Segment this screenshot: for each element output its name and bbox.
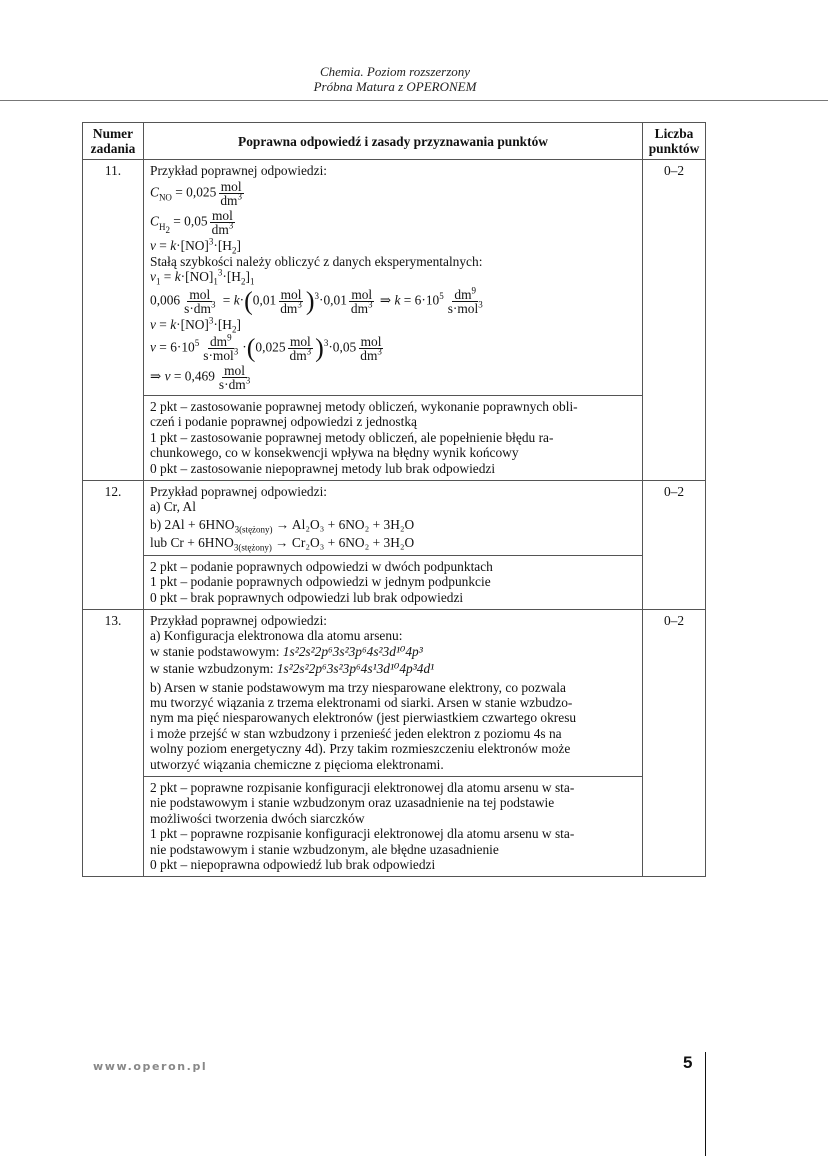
task-row-12 <box>83 481 706 610</box>
criteria-line: 2 pkt – poprawne rozpisanie konfiguracji elektronowej dla atomu arsenu w sta- <box>150 779 575 795</box>
answer-b-line: wolny poziom energetyczny 4d). Przy takim rozmieszczeniu elektronów może <box>150 741 571 757</box>
criteria-line: 2 pkt – podanie poprawnych odpowiedzi w dwóch podpunktach <box>150 558 493 574</box>
answer-b <box>150 680 636 772</box>
equation-rate-law: $v = k\cdot[NO]^3\cdot[H_2]$ <box>150 236 241 257</box>
solution-intro: Przykład poprawnej odpowiedzi: <box>150 163 328 178</box>
scoring-criteria <box>144 395 642 480</box>
equation-k-calc: 0,006 $\frac{\text{mol}}{s\cdot dm^3}$ = k·(0,01 $\frac{\text{mol}}{dm^3}$ )$^3$·0,01 $\frac{\text{mol}}{dm^3}$ ⇒ $k = 6\cdot 10^5$ $\frac{dm^9}{s\cdot mol^3}$ <box>150 285 483 316</box>
criteria-line: 1 pkt – zastosowanie poprawnej metody obliczeń, ale popełnienie błędu ra- <box>150 429 554 445</box>
criteria-line: chunkowego, co w konsekwencji wpływa na błędny wynik końcowy <box>150 445 519 461</box>
example-solution <box>144 160 642 395</box>
task-points: 0–2 <box>643 160 706 481</box>
header-title: Chemia. Poziom rozszerzony <box>319 64 471 79</box>
answer-b-line: utworzyć wiązania chemiczne z pięcioma elektronami. <box>150 756 444 772</box>
task-row-11 <box>83 160 706 481</box>
criteria-line: 0 pkt – brak poprawnych odpowiedzi lub brak odpowiedzi <box>150 589 464 605</box>
page-header <box>0 64 790 94</box>
header-answer: Poprawna odpowiedź i zasady przyznawania punktów <box>144 123 643 160</box>
header-subtitle: Próbna Matura z OPERONEM <box>313 79 477 94</box>
task-points: 0–2 <box>643 481 706 610</box>
scoring-criteria <box>144 555 642 609</box>
reaction-cr: lub $Cr + 6HNO_{3(stężony)} \to Cr_2O_3 + 6NO_2 + 3H_2O$ <box>150 535 415 553</box>
page-number: 5 <box>683 1053 693 1072</box>
criteria-line: nie podstawowym i stanie wzbudzonym oraz uzasadnienie na tej podstawie <box>150 795 555 811</box>
ground-state-config: w stanie podstawowym: 1s²2s²2p⁶3s²3p⁶4s²3d¹⁰4p³ <box>150 643 423 659</box>
answer-b-line: nym ma pięć niesparowanych elektronów (jest pierwiastkiem czwartego okresu <box>150 710 577 726</box>
task-answer <box>144 481 643 610</box>
answer-key-table <box>82 122 706 877</box>
answer-a: a) Cr, Al <box>150 499 196 515</box>
equation-rate-law-2: $v = k\cdot[NO]^3\cdot[H_2]$ <box>150 315 241 335</box>
criteria-line: czeń i podanie poprawnej odpowiedzi z jednostką <box>150 414 417 430</box>
task-answer <box>144 609 643 877</box>
header-rule <box>0 100 828 101</box>
solution-intro: Przykład poprawnej odpowiedzi: <box>150 484 328 500</box>
criteria-line: nie podstawowym i stanie wzbudzonym, ale błędne uzasadnienie <box>150 841 499 857</box>
equation-c-h2: $C_{H_2} = 0,05$ $\frac{\text{mol}}{dm^3}$ <box>150 208 234 238</box>
equation-result: ⇒ v = 0,469 $\frac{\text{mol}}{s\cdot dm^3}$ <box>150 363 251 393</box>
task-number: 13. <box>83 609 144 877</box>
footer-website: www.operon.pl <box>93 1060 208 1073</box>
task-answer <box>144 160 643 481</box>
reaction-al: b) $2Al + 6HNO_{3(stężony)} \to Al_2O_3 + 6NO_2 + 3H_2O$ <box>150 516 415 535</box>
equation-v-calc: $v = 6\cdot 10^5$ $\frac{dm^9}{s\cdot mol^3}$ ·(0,025 $\frac{\text{mol}}{dm^3}$ )$^3$·0,05 $\frac{\text{mol}}{dm^3}$ <box>150 332 382 364</box>
criteria-line: 0 pkt – zastosowanie niepoprawnej metody lub brak odpowiedzi <box>150 460 496 476</box>
table-header-row <box>83 123 706 160</box>
header-number: Numer zadania <box>83 123 144 160</box>
equation-c-no: $C_{NO} = 0,025$ $\frac{\text{mol}}{dm^3}$ <box>150 179 242 209</box>
answer-b-line: b) Arsen w stanie podstawowym ma trzy niesparowane elektrony, co pozwala <box>150 679 566 695</box>
solution-intro: Przykład poprawnej odpowiedzi: <box>150 612 328 628</box>
criteria-line: 1 pkt – poprawne rozpisanie konfiguracji elektronowej dla atomu arsenu w sta- <box>150 826 575 842</box>
criteria-line: możliwości tworzenia dwóch siarczków <box>150 810 365 826</box>
task-number: 12. <box>83 481 144 610</box>
criteria-line: 2 pkt – zastosowanie poprawnej metody obliczeń, wykonanie poprawnych obli- <box>150 399 578 415</box>
task-number: 11. <box>83 160 144 481</box>
answer-a-label: a) Konfiguracja elektronowa dla atomu arsenu: <box>150 628 403 644</box>
task-points: 0–2 <box>643 609 706 877</box>
equation-v1: $v_1 = k\cdot[NO]_1^3\cdot[H_2]_1$ <box>150 267 255 287</box>
example-solution <box>144 481 642 555</box>
criteria-line: 1 pkt – podanie poprawnych odpowiedzi w jednym podpunkcie <box>150 574 491 590</box>
answer-b-line: i może przejść w stan wzbudzony i przenieść jeden elektron z poziomu 4s na <box>150 725 562 741</box>
calculation-note: Stałą szybkości należy obliczyć z danych eksperymentalnych: <box>150 253 483 269</box>
criteria-line: 0 pkt – niepoprawna odpowiedź lub brak odpowiedzi <box>150 857 436 872</box>
example-solution <box>144 610 642 776</box>
excited-state-config: w stanie wzbudzonym: 1s²2s²2p⁶3s²3p⁶4s¹3d¹⁰4p³4d¹ <box>150 661 435 677</box>
scoring-criteria <box>144 776 642 876</box>
header-points: Liczba punktów <box>643 123 706 160</box>
footer-vertical-rule <box>705 1052 706 1156</box>
task-row-13 <box>83 609 706 877</box>
answer-b-line: mu tworzyć wiązania z trzema elektronami od siarki. Arsen w stanie wzbudzo- <box>150 694 573 710</box>
